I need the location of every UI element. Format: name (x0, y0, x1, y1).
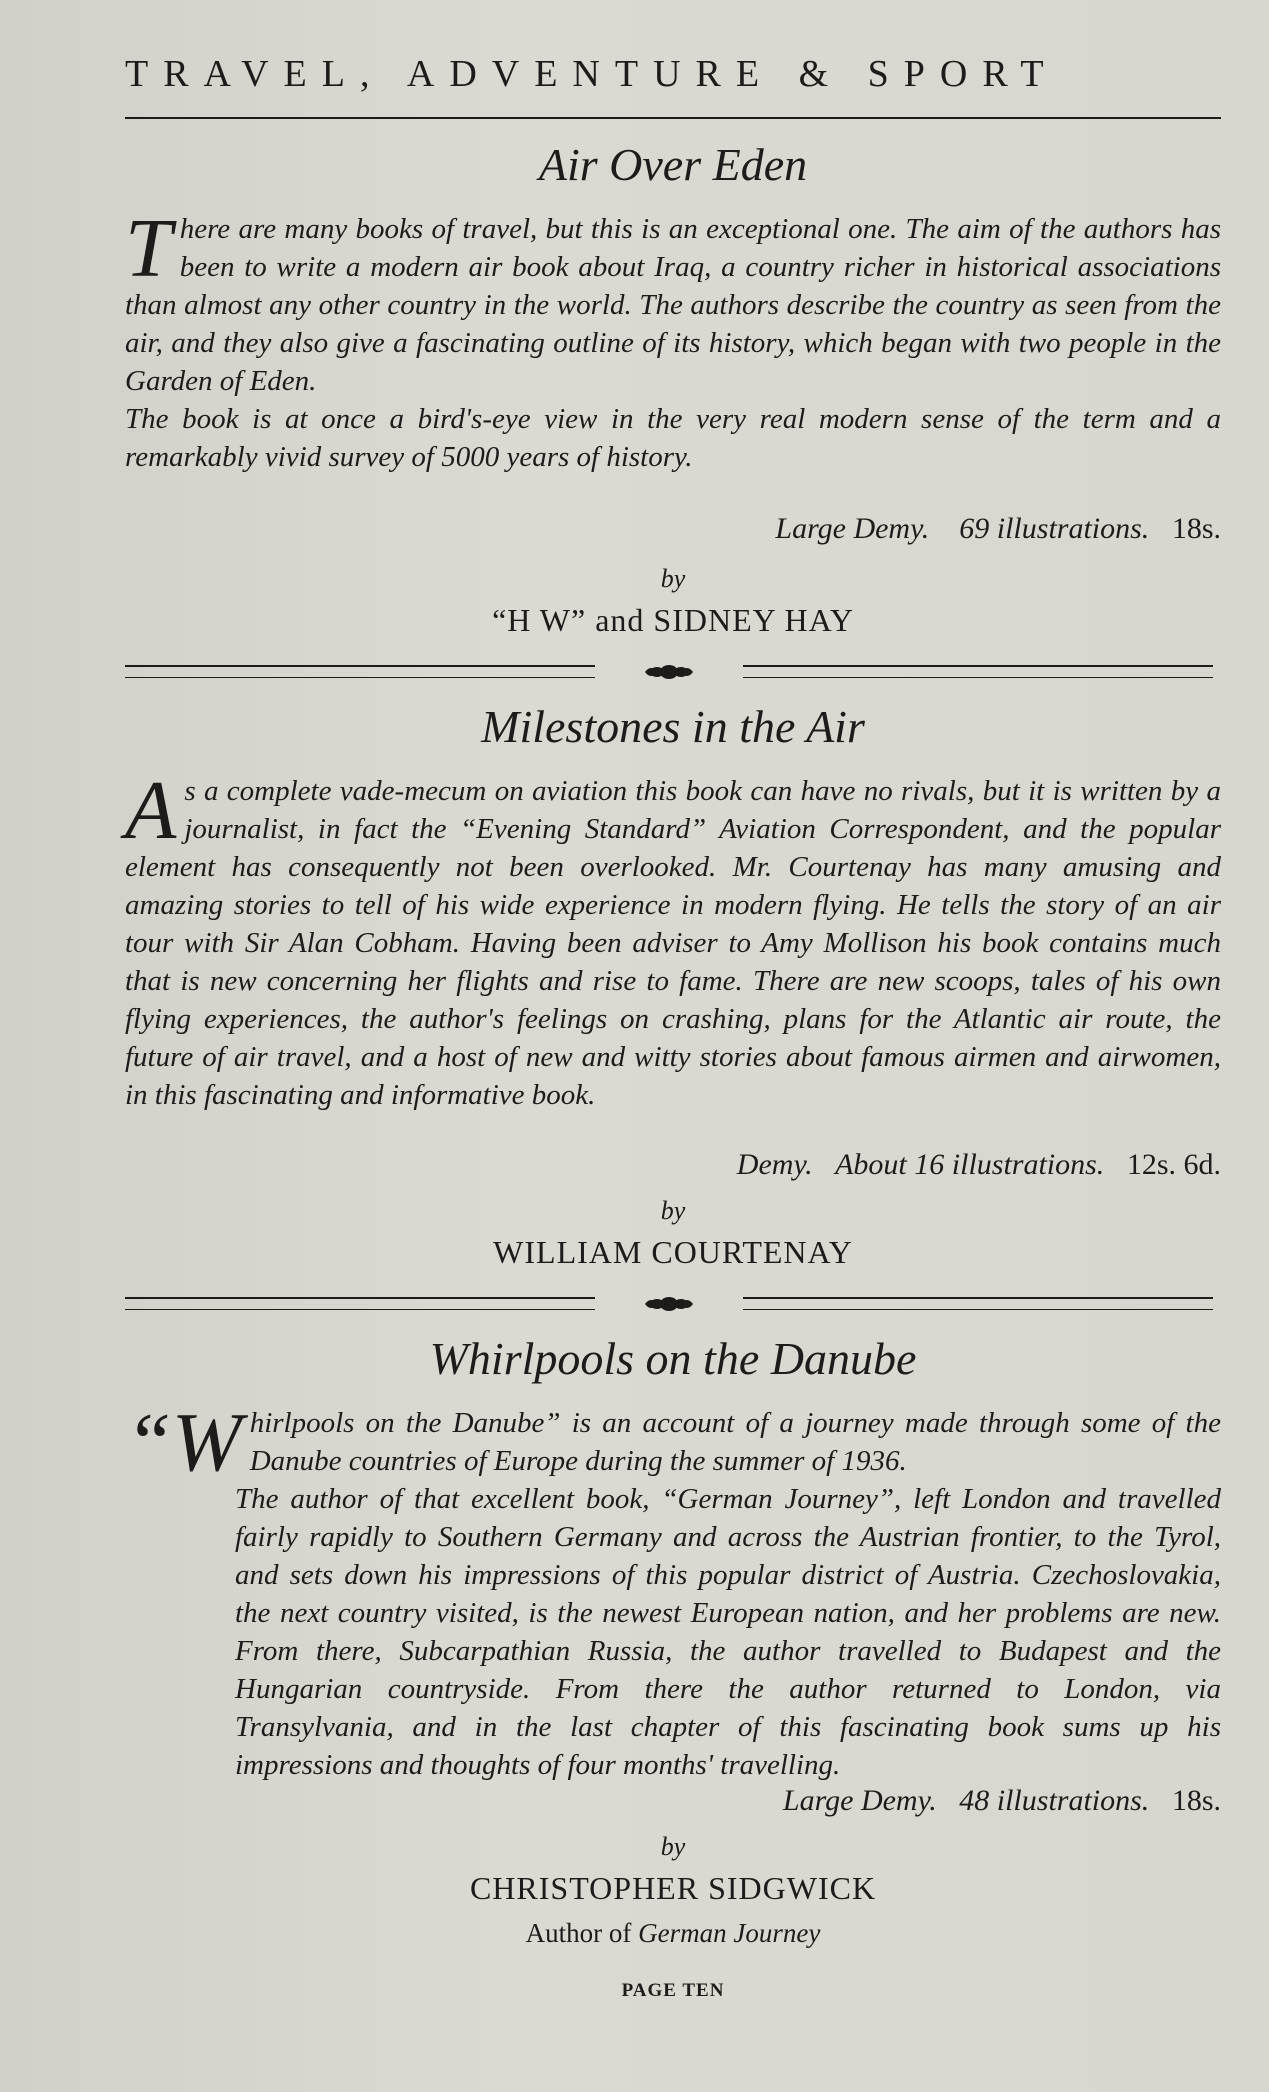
book-illustrations: 69 illustrations. (959, 512, 1150, 545)
fleuron-icon (639, 1292, 699, 1316)
ornamental-divider (125, 660, 1213, 684)
book-description (125, 1396, 1221, 1784)
drop-cap: “W (125, 1396, 242, 1489)
author-note-prefix: Author of (525, 1918, 632, 1948)
paragraph: As a complete vade-mecum on aviation this book can have no rivals, but it is written by a journalist, in fact the “Evening Standard” Aviation Correspondent, and the popular element has consequently not been overlooked. Mr. Courtenay has many amusing and amazing stories to tell of his wide experience in modern flying. He tells the story of an air tour with Sir Alan Cobham. Having been adviser to Amy Mollison his book contains much that is new concerning her flights and rise to fame. There are new scoops, tales of his own flying experiences, the author's feelings on crashing, plans for the Atlantic air route, the future of air travel, and a host of new and witty stories about famous airmen and airwomen, in this fascinating and informative book. (125, 764, 1221, 1111)
book-illustrations: 48 illustrations. (959, 1784, 1150, 1817)
book-price: 18s. (1171, 512, 1221, 545)
book-format: Large Demy. (775, 512, 930, 545)
paragraph: The author of that excellent book, “German Journey”, left London and travelled fairly rapidly to Southern Germany and across the Austrian frontier, to the Tyrol, and sets down his impressions of this popular district of Austria. Czechoslovakia, the next country visited, is the newest European nation, and her problems are new. From there, Subcarpathian Russia, the author travelled to Budapest and the Hungarian countryside. From there the author returned to London, via Transylvania, and in the last chapter of this fascinating book sums up his impressions and thoughts of four months' travelling. (235, 1483, 1221, 1781)
ornamental-divider (125, 1292, 1213, 1316)
book-format: Demy. (736, 1148, 813, 1181)
book-price: 12s. 6d. (1126, 1148, 1221, 1181)
fleuron-icon (639, 660, 699, 684)
book-author: WILLIAM COURTENAY (493, 1234, 853, 1270)
paragraph: “Whirlpools on the Danube” is an account of a journey made through some of the Danube countries of Europe during the summer of 1936. (125, 1396, 1221, 1489)
book-price: 18s. (1171, 1784, 1221, 1817)
book-title: Milestones in the Air (481, 701, 865, 752)
book-illustrations: About 16 illustrations. (835, 1148, 1105, 1181)
book-author: CHRISTOPHER SIDGWICK (469, 1870, 877, 1906)
by-label: by (660, 1196, 686, 1225)
book-description (125, 202, 1221, 476)
book-specs (321, 1148, 1221, 1182)
author-note (125, 1918, 1221, 1949)
book-title: Whirlpools on the Danube (429, 1333, 917, 1384)
book-description (125, 764, 1221, 1114)
book-specs (321, 512, 1221, 546)
by-label: by (660, 564, 686, 593)
drop-cap: T (125, 202, 172, 295)
book-format: Large Demy. (782, 1784, 937, 1817)
paragraph: The book is at once a bird's-eye view in the very real modern sense of the term and a remarkably vivid survey of 5000 years of history. (125, 403, 1221, 473)
author-note-work: German Journey (638, 1918, 821, 1948)
section-header: TRAVEL, ADVENTURE & SPORT (125, 53, 1059, 95)
page-number: PAGE TEN (621, 1980, 725, 2001)
book-author: “H W” and SIDNEY HAY (492, 602, 854, 638)
by-label: by (660, 1832, 686, 1861)
book-title: Air Over Eden (538, 139, 808, 190)
book-specs (321, 1784, 1221, 1818)
paragraph: There are many books of travel, but this is an exceptional one. The aim of the authors has been to write a modern air book about Iraq, a country richer in historical associations than almost any other country in the world. The authors describe the country as seen from the air, and they also give a fascinating outline of its history, which began with two people in the Garden of Eden. (125, 202, 1221, 397)
drop-cap: A (125, 764, 177, 857)
header-rule (125, 117, 1221, 119)
